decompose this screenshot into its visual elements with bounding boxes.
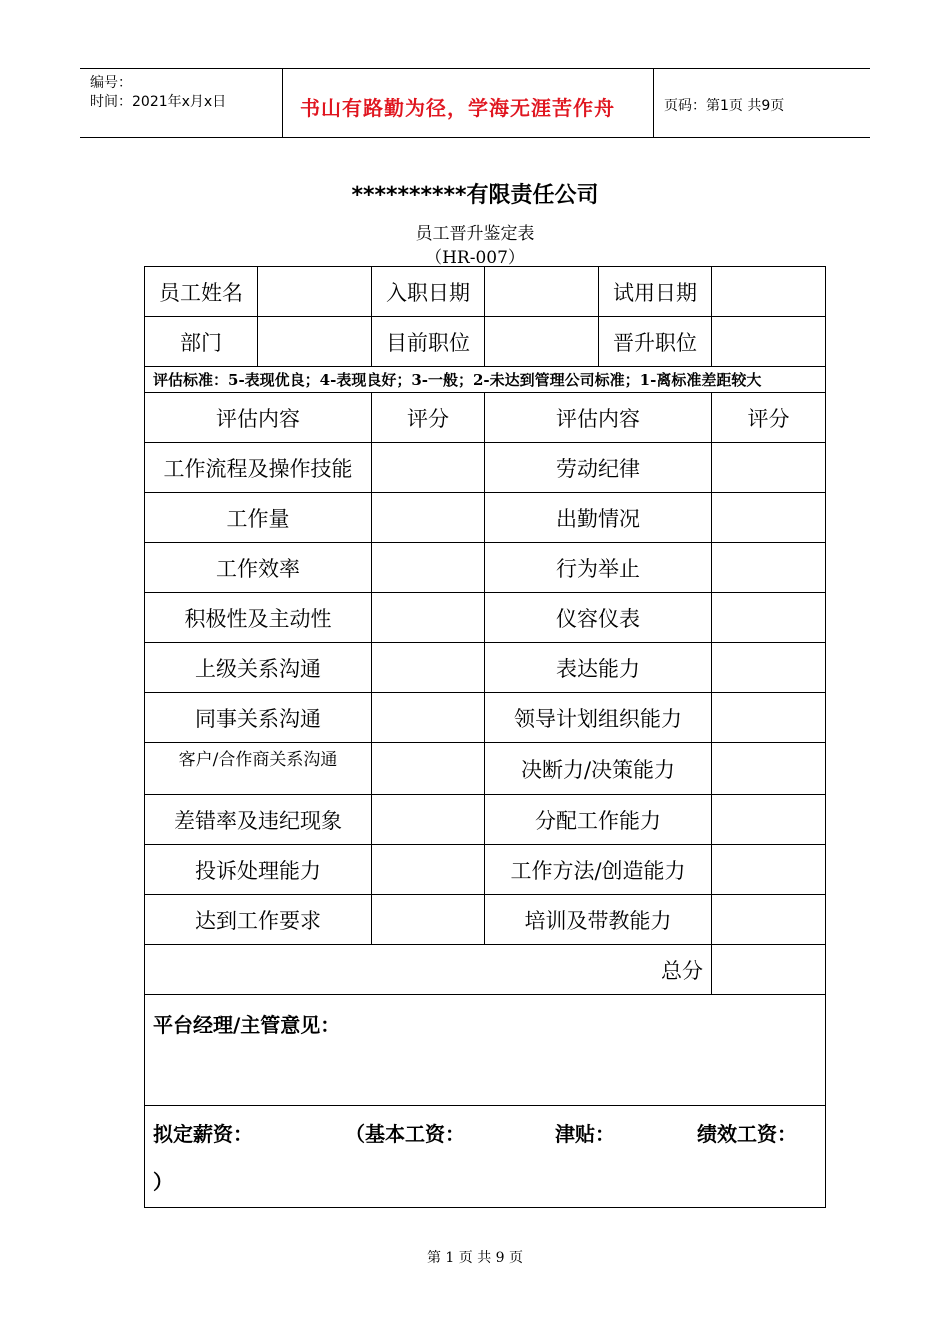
company-name: **********有限责任公司	[351, 183, 599, 208]
promotion-position-label: 晋升职位	[599, 317, 712, 367]
promotion-evaluation-table	[144, 266, 826, 1208]
eval-row	[145, 845, 826, 895]
eval-item-right: 决断力/决策能力	[485, 743, 712, 795]
eval-score-header: 评分	[372, 393, 485, 443]
eval-item-left: 差错率及违纪现象	[145, 795, 372, 845]
eval-row	[145, 895, 826, 945]
header-divider	[653, 69, 654, 137]
eval-row	[145, 543, 826, 593]
score-field[interactable]	[372, 543, 485, 593]
score-field[interactable]	[372, 643, 485, 693]
header-motto: 书山有路勤为径，学海无涯苦作舟	[300, 96, 615, 120]
score-field[interactable]	[712, 743, 826, 795]
manager-opinion-section[interactable]	[145, 995, 826, 1106]
eval-content-header: 评估内容	[145, 393, 372, 443]
eval-item-right: 领导计划组织能力	[485, 693, 712, 743]
manager-opinion-label: 平台经理/主管意见：	[153, 1013, 341, 1037]
score-field[interactable]	[372, 845, 485, 895]
eval-item-right: 工作方法/创造能力	[485, 845, 712, 895]
score-field[interactable]	[712, 895, 826, 945]
eval-row	[145, 643, 826, 693]
hire-date-label: 入职日期	[372, 267, 485, 317]
score-field[interactable]	[372, 743, 485, 795]
hire-date-field[interactable]	[485, 267, 599, 317]
score-field[interactable]	[372, 443, 485, 493]
eval-row	[145, 443, 826, 493]
score-field[interactable]	[712, 543, 826, 593]
eval-item-right: 出勤情况	[485, 493, 712, 543]
score-field[interactable]	[372, 895, 485, 945]
trial-date-field[interactable]	[712, 267, 826, 317]
document-header	[80, 68, 870, 138]
base-salary-label: （基本工资：	[345, 1122, 465, 1146]
score-field[interactable]	[712, 643, 826, 693]
allowance-label: 津贴：	[555, 1122, 615, 1146]
current-position-label: 目前职位	[372, 317, 485, 367]
score-field[interactable]	[712, 693, 826, 743]
score-field[interactable]	[372, 795, 485, 845]
eval-score-header: 评分	[712, 393, 826, 443]
department-label: 部门	[145, 317, 258, 367]
eval-item-right: 培训及带教能力	[485, 895, 712, 945]
employee-name-field[interactable]	[258, 267, 372, 317]
doc-time-label: 时间：2021年x月x日	[90, 94, 227, 110]
score-field[interactable]	[372, 593, 485, 643]
eval-row	[145, 693, 826, 743]
form-code: （HR-007）	[425, 248, 525, 268]
promotion-position-field[interactable]	[712, 317, 826, 367]
eval-item-right: 仪容仪表	[485, 593, 712, 643]
score-field[interactable]	[712, 795, 826, 845]
salary-section[interactable]	[145, 1106, 826, 1208]
current-position-field[interactable]	[485, 317, 599, 367]
eval-item-right: 分配工作能力	[485, 795, 712, 845]
eval-item-left: 客户/合作商关系沟通	[145, 743, 372, 795]
department-field[interactable]	[258, 317, 372, 367]
proposed-salary-label: 拟定薪资：	[153, 1122, 253, 1146]
eval-item-left: 工作量	[145, 493, 372, 543]
eval-item-left: 上级关系沟通	[145, 643, 372, 693]
eval-item-right: 劳动纪律	[485, 443, 712, 493]
salary-close-paren: ）	[153, 1170, 173, 1194]
eval-row	[145, 593, 826, 643]
trial-date-label: 试用日期	[599, 267, 712, 317]
score-field[interactable]	[372, 493, 485, 543]
score-field[interactable]	[372, 693, 485, 743]
eval-item-left: 投诉处理能力	[145, 845, 372, 895]
form-title: 员工晋升鉴定表	[415, 224, 535, 244]
score-field[interactable]	[712, 443, 826, 493]
eval-item-left: 工作流程及操作技能	[145, 443, 372, 493]
eval-item-left: 工作效率	[145, 543, 372, 593]
evaluation-criteria: 评估标准：5-表现优良；4-表现良好；3-一般；2-未达到管理公司标准；1-离标准差距较大	[145, 367, 826, 393]
eval-item-left: 同事关系沟通	[145, 693, 372, 743]
page-footer: 第 1 页 共 9 页	[426, 1250, 524, 1266]
eval-row	[145, 795, 826, 845]
header-page-number: 页码：第1页 共9页	[664, 98, 785, 114]
doc-number-label: 编号：	[90, 75, 132, 91]
total-score-label: 总分	[145, 945, 712, 995]
eval-item-right: 表达能力	[485, 643, 712, 693]
performance-salary-label: 绩效工资：	[697, 1122, 797, 1146]
eval-row	[145, 743, 826, 795]
eval-content-header: 评估内容	[485, 393, 712, 443]
eval-item-left: 达到工作要求	[145, 895, 372, 945]
score-field[interactable]	[712, 593, 826, 643]
header-divider	[282, 69, 283, 137]
score-field[interactable]	[712, 493, 826, 543]
eval-item-left: 积极性及主动性	[145, 593, 372, 643]
employee-name-label: 员工姓名	[145, 267, 258, 317]
total-score-field[interactable]	[712, 945, 826, 995]
eval-row	[145, 493, 826, 543]
eval-item-right: 行为举止	[485, 543, 712, 593]
score-field[interactable]	[712, 845, 826, 895]
